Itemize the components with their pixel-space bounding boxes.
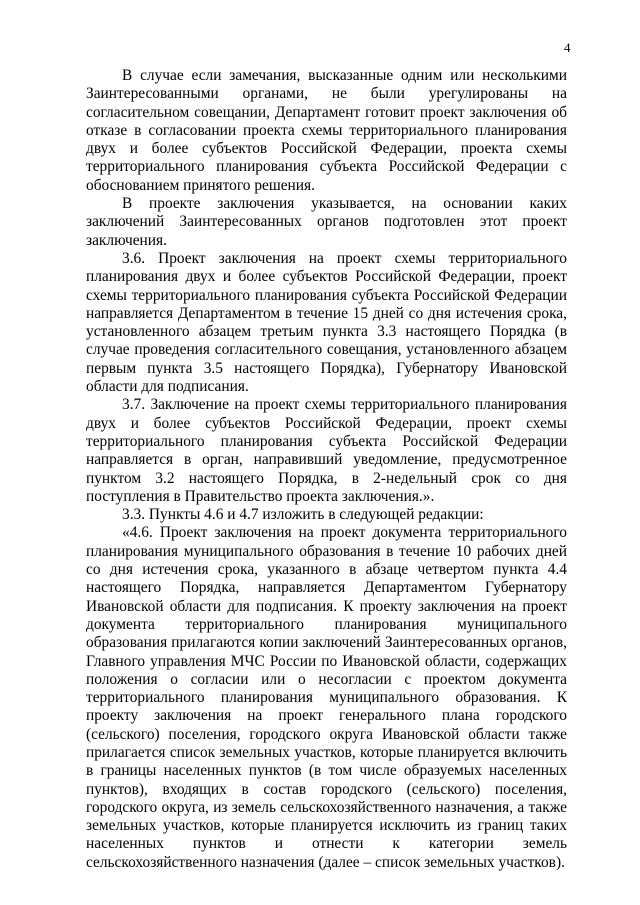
paragraph-3-6: 3.6. Проект заключения на проект схемы территориального планирования двух и более субъектов Российской Федерации, проект схемы территориального планирования субъекта Российской Федерации направляется Департаментом в течение 15 дней со дня истечения срока, установленного абзацем третьим пункта 3.3 настоящего Порядка (в случае проведения согласительного совещания, установленного абзацем первым пункта 3.5 настоящего Порядка), Губернатору Ивановской области для подписания. [86,249,567,396]
document-body [86,67,567,872]
paragraph-4-6: «4.6. Проект заключения на проект документа территориального планирования муниципального образования в течение 10 рабочих дней со дня истечения срока, указанного в абзаце четвертом пункта 4.4 настоящего Порядка, направляется Департаментом Губернатору Ивановской области для подписания. К проекту заключения на проект документа территориального планирования муниципального образования прилагаются копии заключений Заинтересованных органов, Главного управления МЧС России по Ивановской области, содержащих положения о согласии или о несогласии с проектом документа территориального планирования муниципального образования. К проекту заключения на проект генерального плана городского (сельского) поселения, городского округа Ивановской области также прилагается список земельных участков, которые планируется включить в границы населенных пунктов (в том числе образуемых населенных пунктов), входящих в состав городского (сельского) поселения, городского округа, из земель сельскохозяйственного назначения, а также земельных участков, которые планируется исключить из границ таких населенных пунктов и отнести к категории земель сельскохозяйственного назначения (далее – список земельных участков). [86,524,567,871]
page-number: 4 [564,40,571,55]
paragraph-3-7: 3.7. Заключение на проект схемы территориального планирования двух и более субъектов Российской Федерации, проект схемы территориального планирования субъекта Российской Федерации направляется в орган, направивший уведомление, предусмотренное пунктом 3.2 настоящего Порядка, в 2-недельный срок со дня поступления в Правительство проекта заключения.». [86,396,567,505]
paragraph-3-3: 3.3. Пункты 4.6 и 4.7 изложить в следующей редакции: [122,506,484,524]
paragraph-basis: В проекте заключения указывается, на основании каких заключений Заинтересованных органов подготовлен этот проект заключения. [86,195,567,249]
paragraph-objections: В случае если замечания, высказанные одним или несколькими Заинтересованными органами, не были урегулированы на согласительном совещании, Департамент готовит проект заключения об отказе в согласовании проекта схемы территориального планирования двух и более субъектов Российской Федерации, проекта схемы территориального планирования субъекта Российской Федерации с обоснованием принятого решения. [86,67,567,194]
